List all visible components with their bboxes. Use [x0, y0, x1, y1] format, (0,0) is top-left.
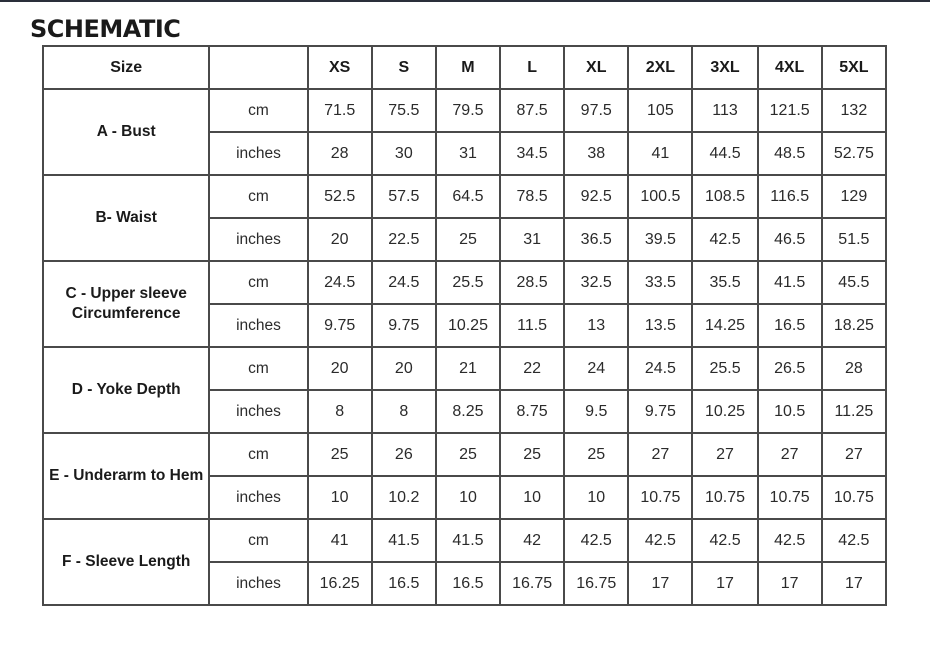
- value-cell: 121.5: [758, 89, 822, 132]
- size-col-header: 5XL: [822, 46, 886, 89]
- value-cell: 25: [436, 218, 500, 261]
- measurement-label: F - Sleeve Length: [43, 519, 209, 605]
- value-cell: 17: [692, 562, 757, 605]
- value-cell: 13: [564, 304, 628, 347]
- size-col-header: XS: [308, 46, 372, 89]
- value-cell: 9.75: [372, 304, 436, 347]
- value-cell: 9.75: [308, 304, 372, 347]
- size-col-header: 2XL: [628, 46, 692, 89]
- value-cell: 21: [436, 347, 500, 390]
- value-cell: 10.75: [692, 476, 757, 519]
- value-cell: 46.5: [758, 218, 822, 261]
- value-cell: 25: [436, 433, 500, 476]
- value-cell: 13.5: [628, 304, 692, 347]
- value-cell: 10.75: [822, 476, 886, 519]
- size-col-header: S: [372, 46, 436, 89]
- value-cell: 9.75: [628, 390, 692, 433]
- value-cell: 10: [308, 476, 372, 519]
- value-cell: 42.5: [822, 519, 886, 562]
- unit-label-cm: cm: [209, 175, 307, 218]
- value-cell: 26: [372, 433, 436, 476]
- value-cell: 52.75: [822, 132, 886, 175]
- value-cell: 20: [372, 347, 436, 390]
- value-cell: 42.5: [564, 519, 628, 562]
- value-cell: 42: [500, 519, 564, 562]
- value-cell: 9.5: [564, 390, 628, 433]
- value-cell: 14.25: [692, 304, 757, 347]
- value-cell: 16.75: [564, 562, 628, 605]
- value-cell: 24: [564, 347, 628, 390]
- value-cell: 48.5: [758, 132, 822, 175]
- size-col-header: XL: [564, 46, 628, 89]
- value-cell: 100.5: [628, 175, 692, 218]
- value-cell: 10: [564, 476, 628, 519]
- value-cell: 28: [308, 132, 372, 175]
- value-cell: 31: [500, 218, 564, 261]
- value-cell: 25: [500, 433, 564, 476]
- table-row: [43, 347, 886, 390]
- value-cell: 8.25: [436, 390, 500, 433]
- value-cell: 26.5: [758, 347, 822, 390]
- value-cell: 27: [692, 433, 757, 476]
- value-cell: 18.25: [822, 304, 886, 347]
- top-rule: [0, 0, 930, 2]
- value-cell: 20: [308, 218, 372, 261]
- size-col-header: 4XL: [758, 46, 822, 89]
- value-cell: 71.5: [308, 89, 372, 132]
- table-row: [43, 261, 886, 304]
- value-cell: 22: [500, 347, 564, 390]
- value-cell: 97.5: [564, 89, 628, 132]
- value-cell: 25.5: [692, 347, 757, 390]
- value-cell: 129: [822, 175, 886, 218]
- value-cell: 52.5: [308, 175, 372, 218]
- value-cell: 38: [564, 132, 628, 175]
- value-cell: 27: [758, 433, 822, 476]
- value-cell: 11.25: [822, 390, 886, 433]
- header-row: [43, 46, 886, 89]
- value-cell: 27: [628, 433, 692, 476]
- value-cell: 92.5: [564, 175, 628, 218]
- value-cell: 28: [822, 347, 886, 390]
- table-row: [43, 175, 886, 218]
- value-cell: 8: [372, 390, 436, 433]
- value-cell: 8: [308, 390, 372, 433]
- value-cell: 28.5: [500, 261, 564, 304]
- measurement-label: A - Bust: [43, 89, 209, 175]
- value-cell: 22.5: [372, 218, 436, 261]
- measurement-label: D - Yoke Depth: [43, 347, 209, 433]
- value-cell: 31: [436, 132, 500, 175]
- unit-header: [209, 46, 307, 89]
- value-cell: 10.25: [692, 390, 757, 433]
- unit-label-inches: inches: [209, 562, 307, 605]
- value-cell: 16.75: [500, 562, 564, 605]
- measurement-label: E - Underarm to Hem: [43, 433, 209, 519]
- value-cell: 42.5: [692, 218, 757, 261]
- value-cell: 10.2: [372, 476, 436, 519]
- value-cell: 45.5: [822, 261, 886, 304]
- value-cell: 79.5: [436, 89, 500, 132]
- value-cell: 51.5: [822, 218, 886, 261]
- value-cell: 30: [372, 132, 436, 175]
- value-cell: 16.25: [308, 562, 372, 605]
- value-cell: 34.5: [500, 132, 564, 175]
- unit-label-inches: inches: [209, 476, 307, 519]
- table-row: [43, 519, 886, 562]
- value-cell: 32.5: [564, 261, 628, 304]
- value-cell: 57.5: [372, 175, 436, 218]
- measurement-label: B- Waist: [43, 175, 209, 261]
- value-cell: 24.5: [628, 347, 692, 390]
- value-cell: 10.75: [628, 476, 692, 519]
- value-cell: 113: [692, 89, 757, 132]
- value-cell: 16.5: [372, 562, 436, 605]
- value-cell: 41.5: [372, 519, 436, 562]
- value-cell: 42.5: [692, 519, 757, 562]
- value-cell: 16.5: [436, 562, 500, 605]
- value-cell: 36.5: [564, 218, 628, 261]
- unit-label-cm: cm: [209, 89, 307, 132]
- size-col-header: L: [500, 46, 564, 89]
- value-cell: 8.75: [500, 390, 564, 433]
- value-cell: 25: [308, 433, 372, 476]
- unit-label-inches: inches: [209, 304, 307, 347]
- value-cell: 39.5: [628, 218, 692, 261]
- unit-label-cm: cm: [209, 261, 307, 304]
- value-cell: 27: [822, 433, 886, 476]
- page-title: SCHEMATIC: [30, 15, 181, 43]
- unit-label-cm: cm: [209, 433, 307, 476]
- unit-label-inches: inches: [209, 390, 307, 433]
- value-cell: 17: [628, 562, 692, 605]
- unit-label-inches: inches: [209, 218, 307, 261]
- unit-label-cm: cm: [209, 519, 307, 562]
- value-cell: 105: [628, 89, 692, 132]
- value-cell: 17: [758, 562, 822, 605]
- value-cell: 41.5: [436, 519, 500, 562]
- value-cell: 24.5: [308, 261, 372, 304]
- value-cell: 87.5: [500, 89, 564, 132]
- unit-label-cm: cm: [209, 347, 307, 390]
- value-cell: 16.5: [758, 304, 822, 347]
- value-cell: 10: [436, 476, 500, 519]
- size-col-header: M: [436, 46, 500, 89]
- value-cell: 41.5: [758, 261, 822, 304]
- table-body: [43, 89, 886, 605]
- table-row: [43, 89, 886, 132]
- value-cell: 42.5: [758, 519, 822, 562]
- value-cell: 42.5: [628, 519, 692, 562]
- value-cell: 35.5: [692, 261, 757, 304]
- value-cell: 25.5: [436, 261, 500, 304]
- value-cell: 10.75: [758, 476, 822, 519]
- size-col-header: 3XL: [692, 46, 757, 89]
- value-cell: 78.5: [500, 175, 564, 218]
- value-cell: 20: [308, 347, 372, 390]
- value-cell: 132: [822, 89, 886, 132]
- value-cell: 116.5: [758, 175, 822, 218]
- value-cell: 33.5: [628, 261, 692, 304]
- size-header: Size: [43, 46, 209, 89]
- value-cell: 10.5: [758, 390, 822, 433]
- value-cell: 25: [564, 433, 628, 476]
- value-cell: 75.5: [372, 89, 436, 132]
- unit-label-inches: inches: [209, 132, 307, 175]
- value-cell: 44.5: [692, 132, 757, 175]
- size-chart-table: [42, 45, 887, 606]
- value-cell: 10.25: [436, 304, 500, 347]
- value-cell: 64.5: [436, 175, 500, 218]
- table-row: [43, 433, 886, 476]
- value-cell: 17: [822, 562, 886, 605]
- value-cell: 10: [500, 476, 564, 519]
- value-cell: 108.5: [692, 175, 757, 218]
- measurement-label: C - Upper sleeve Circumference: [43, 261, 209, 347]
- value-cell: 24.5: [372, 261, 436, 304]
- value-cell: 11.5: [500, 304, 564, 347]
- value-cell: 41: [308, 519, 372, 562]
- value-cell: 41: [628, 132, 692, 175]
